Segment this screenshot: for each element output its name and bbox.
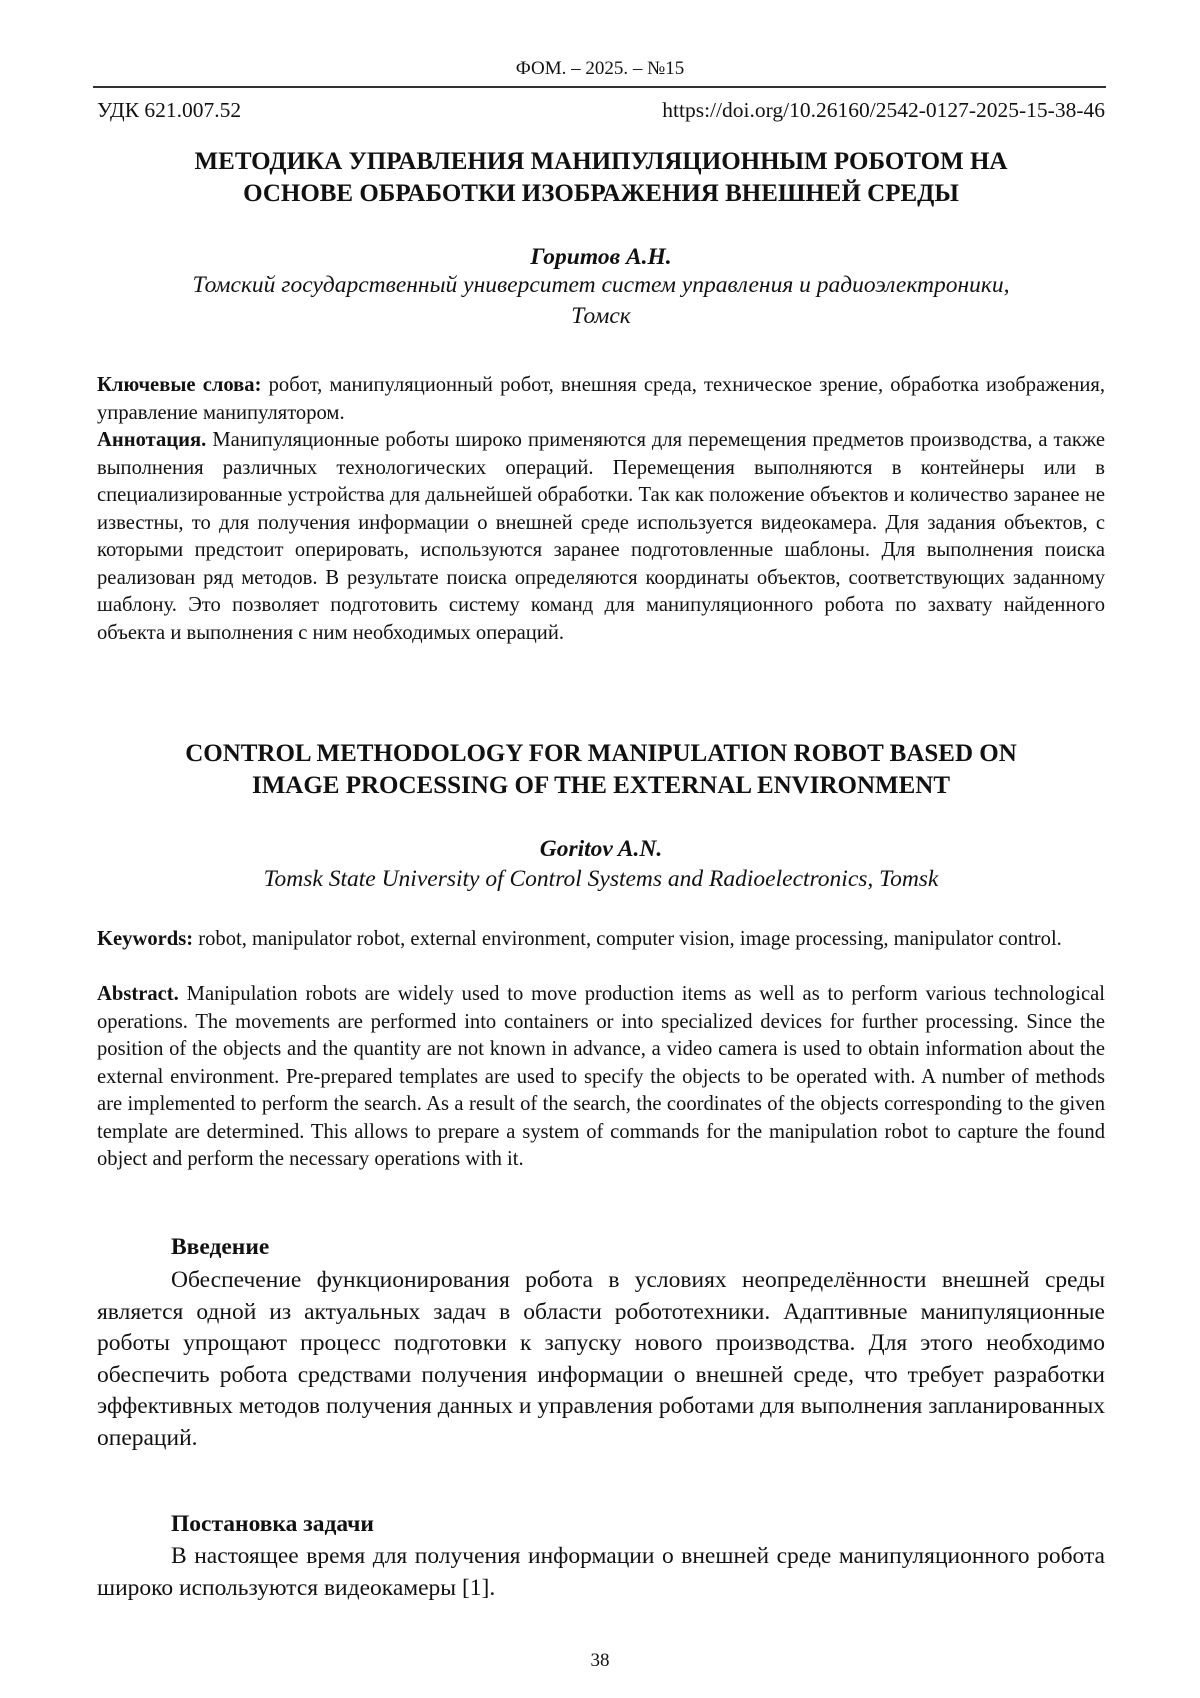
en-abstract-label: Abstract. <box>97 983 179 1005</box>
ru-title-line: МЕТОДИКА УПРАВЛЕНИЯ МАНИПУЛЯЦИОННЫМ РОБОТОМ НА <box>194 148 1008 175</box>
ru-affiliation-line: Томск <box>571 303 631 329</box>
section-body: Обеспечение функционирования робота в условиях неопределённости внешней среды является одной из актуальных задач в области робототехники. Адаптивные манипуляционные роботы упрощают процесс подготовки к запуску нового производства. Для этого необходимо обеспечить робота средствами получения информации о внешней среде, что требует разработки эффективных методов получения данных и управления роботами для выполнения запланированных операций. <box>97 1267 1105 1451</box>
ru-author: Горитов А.Н. <box>530 244 672 270</box>
en-keywords-label: Keywords: <box>97 928 194 950</box>
udk-code: УДК 621.007.52 <box>97 98 242 122</box>
doi-link[interactable]: https://doi.org/10.26160/2542-0127-2025-15-38-46 <box>662 98 1105 122</box>
en-keywords-text: robot, manipulator robot, external environment, computer vision, image processing, manipulator control. <box>193 928 1062 950</box>
en-title <box>97 738 1105 802</box>
en-title-line: CONTROL METHODOLOGY FOR MANIPULATION ROBOT BASED ON <box>185 740 1017 767</box>
en-keywords <box>97 926 1105 954</box>
meta-row <box>97 98 1105 123</box>
section-heading: Введение <box>171 1234 270 1260</box>
header-rule <box>93 86 1106 88</box>
ru-abstract-label: Аннотация. <box>97 429 207 451</box>
running-head: ФОМ. – 2025. – №15 <box>515 58 685 79</box>
en-abstract-text: Manipulation robots are widely used to move production items as well as to perform various technological operations. The movements are performed into containers or into specialized devices for further processing. Since the position of the objects and the quantity are not known in advance, a video camera is used to obtain information about the external environment. Pre-prepared templates are used to specify the objects to be operated with. A number of methods are implemented to perform the search. As a result of the search, the coordinates of the objects corresponding to the given template are determined. This allows to prepare a system of commands for the manipulation robot to capture the found object and perform the necessary operations with it. <box>97 983 1105 1170</box>
ru-keywords <box>97 372 1105 427</box>
section-heading: Постановка задачи <box>171 1511 374 1537</box>
ru-title-line: ОСНОВЕ ОБРАБОТКИ ИЗОБРАЖЕНИЯ ВНЕШНЕЙ СРЕДЫ <box>243 180 959 207</box>
ru-affiliation-line: Томский государственный университет систем управления и радиоэлектроники, <box>192 272 1010 298</box>
ru-keywords-label: Ключевые слова: <box>97 374 262 396</box>
page-number: 38 <box>590 1650 610 1671</box>
en-author: Goritov A.N. <box>539 836 663 862</box>
en-abstract <box>97 981 1105 1174</box>
en-title-line: IMAGE PROCESSING OF THE EXTERNAL ENVIRONMENT <box>251 772 951 799</box>
ru-abstract <box>97 427 1105 647</box>
ru-affiliation <box>97 270 1105 332</box>
ru-keywords-text: робот, манипуляционный робот, внешняя среда, техническое зрение, обработка изображения, управление манипулятором. <box>97 374 1105 424</box>
ru-abstract-text: Манипуляционные роботы широко применяются для перемещения предметов производства, а также выполнения различных технологических операций. Перемещения выполняются в контейнеры или в специализированные устройства для дальнейшей обработки. Так как положение объектов и количество заранее не известны, то для получения информации о внешней среде используется видеокамера. Для задания объектов, с которыми предстоит оперировать, используются заранее подготовленные шаблоны. Для выполнения поиска реализован ряд методов. В результате поиска определяются координаты объектов, соответствующих заданному шаблону. Это позволяет подготовить систему команд для манипуляционного робота по захвату найденного объекта и выполнения с ним необходимых операций. <box>97 429 1105 644</box>
section-body: В настоящее время для получения информации о внешней среде манипуляционного робота широко используются видеокамеры [1]. <box>97 1543 1105 1601</box>
en-affiliation: Tomsk State University of Control Systems and Radioelectronics, Tomsk <box>263 866 939 892</box>
ru-title <box>97 146 1105 210</box>
